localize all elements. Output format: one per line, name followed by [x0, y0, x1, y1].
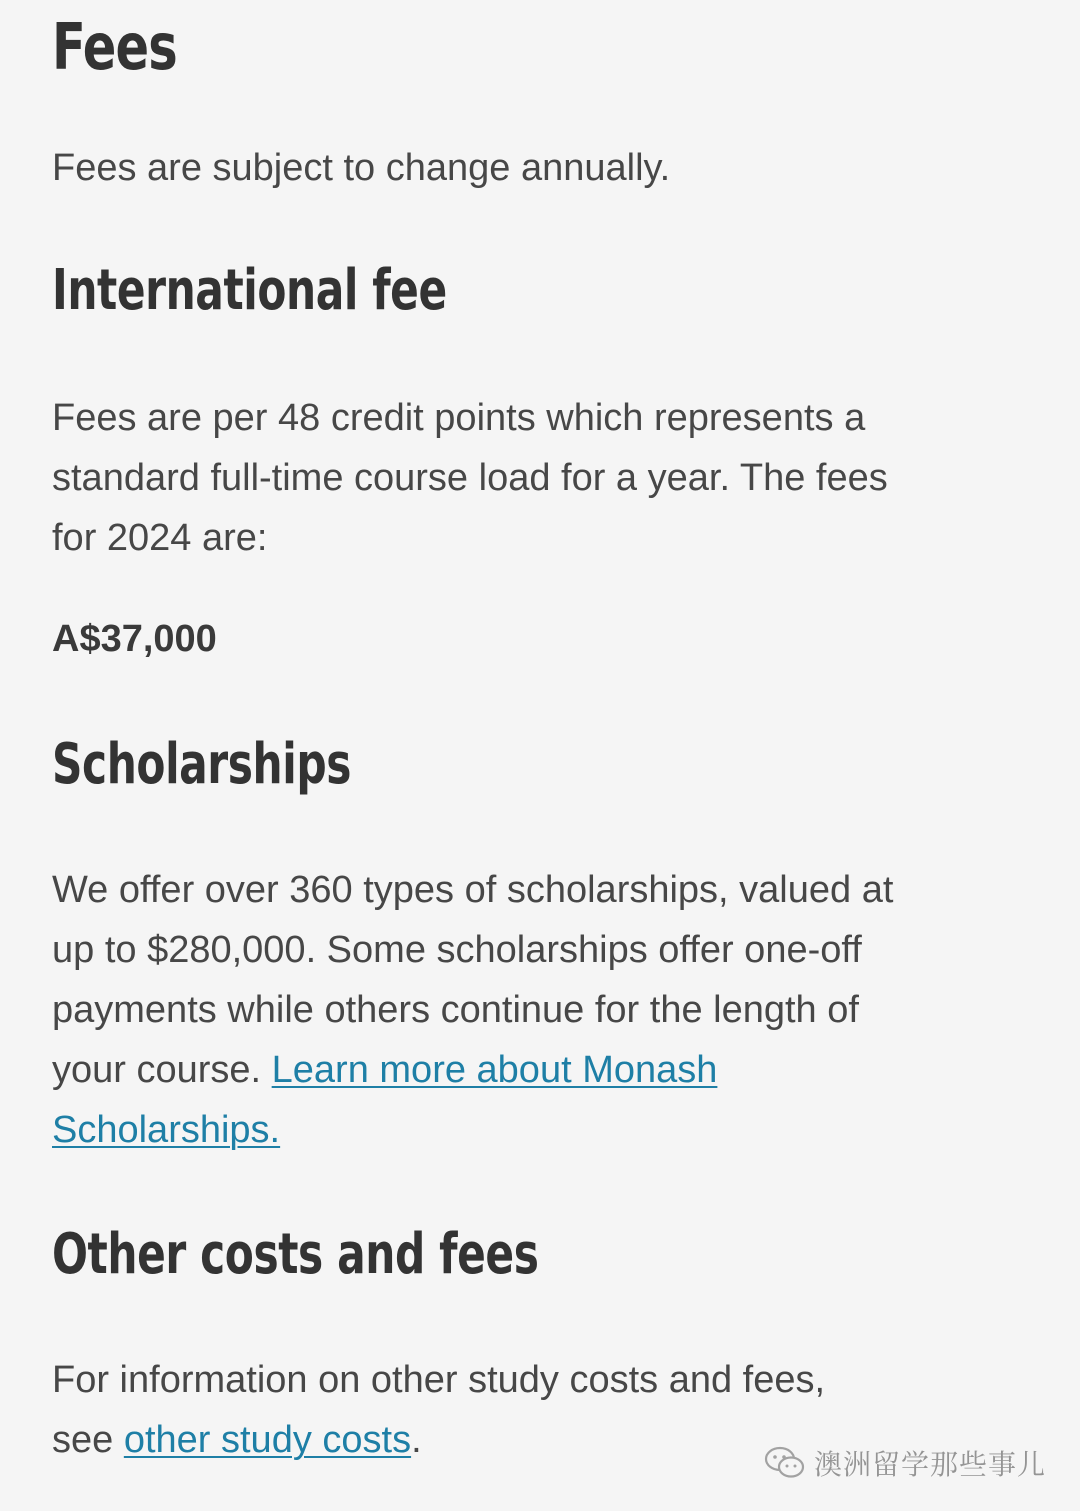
international-desc-line1: Fees are per 48 credit points which represents a: [52, 397, 866, 439]
other-costs-line2-prefix: see: [52, 1419, 124, 1461]
other-costs-heading: Other costs and fees: [52, 1222, 539, 1287]
scholarships-heading: Scholarships: [52, 732, 351, 797]
wechat-icon: [764, 1445, 806, 1481]
international-fee-heading: International fee: [52, 258, 447, 323]
scholarships-description: [52, 860, 1032, 1160]
monash-scholarships-link-part1[interactable]: Learn more about Monash: [271, 1049, 718, 1091]
page-title: Fees: [52, 11, 177, 85]
international-fee-amount: A$37,000: [52, 618, 217, 660]
watermark-text: 澳洲留学那些事儿: [813, 1448, 1046, 1481]
international-fee-description: [52, 388, 1032, 568]
scholarships-line4: [52, 1040, 1032, 1100]
scholarships-line1: We offer over 360 types of scholarships, valued at: [52, 869, 894, 911]
fees-subtitle: Fees are subject to change annually.: [52, 147, 671, 189]
international-desc-line2: standard full-time course load for a year. The fees: [52, 457, 888, 499]
international-desc-line3: for 2024 are:: [52, 517, 268, 559]
scholarships-line2: up to $280,000. Some scholarships offer one-off: [52, 929, 862, 971]
scholarships-line4-prefix: your course.: [52, 1049, 272, 1091]
other-study-costs-link[interactable]: other study costs: [123, 1419, 412, 1461]
other-costs-line2-suffix: .: [411, 1419, 422, 1461]
scholarships-line3: payments while others continue for the length of: [52, 989, 859, 1031]
watermark: [764, 1443, 1046, 1483]
other-costs-line1: For information on other study costs and fees,: [52, 1359, 826, 1401]
monash-scholarships-link-part2[interactable]: Scholarships.: [52, 1109, 281, 1151]
scholarships-line5: [52, 1100, 1032, 1160]
